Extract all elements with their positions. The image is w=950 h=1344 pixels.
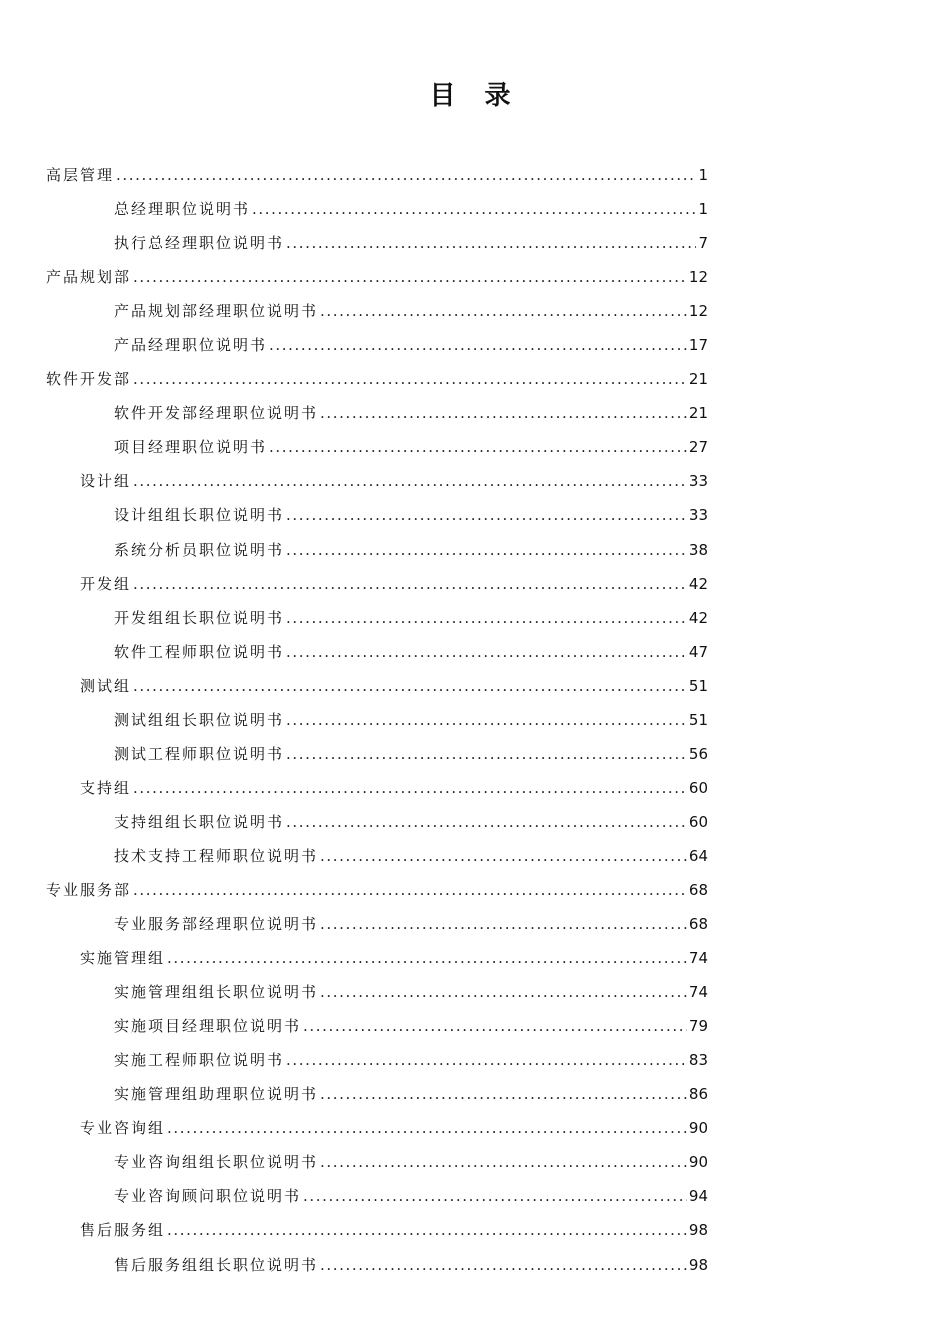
toc-entry-label: 实施管理组组长职位说明书 [114, 983, 319, 1002]
toc-entry[interactable] [46, 158, 708, 192]
toc-entry[interactable] [46, 805, 708, 839]
toc-entry[interactable] [46, 226, 708, 260]
toc-entry-page-number: 60 [688, 778, 708, 797]
toc-entry[interactable] [46, 941, 708, 975]
dot-leader [133, 873, 687, 907]
toc-entry-page-number: 33 [688, 506, 708, 525]
dot-leader [320, 294, 687, 328]
toc-entry-label: 售后服务组 [80, 1221, 166, 1240]
toc-entry[interactable] [46, 669, 708, 703]
toc-entry-label: 实施管理组助理职位说明书 [114, 1085, 319, 1104]
toc-entry-page-number: 1 [698, 166, 708, 184]
toc-entry-label: 专业咨询组 [80, 1119, 166, 1138]
toc-entry-label: 测试工程师职位说明书 [114, 744, 285, 763]
dot-leader [286, 635, 687, 669]
toc-entry[interactable] [46, 533, 708, 567]
toc-entry-page-number: 60 [688, 812, 708, 831]
toc-entry[interactable] [46, 192, 708, 226]
toc-entry-page-number: 90 [688, 1119, 708, 1138]
toc-entry-page-number: 56 [688, 744, 708, 763]
toc-entry-label: 执行总经理职位说明书 [114, 234, 285, 253]
toc-entry-label: 开发组组长职位说明书 [114, 608, 285, 627]
toc-entry-label: 系统分析员职位说明书 [114, 540, 285, 559]
toc-entry[interactable] [46, 703, 708, 737]
dot-leader [320, 839, 687, 873]
toc-entry[interactable] [46, 294, 708, 328]
toc-entry[interactable] [46, 737, 708, 771]
toc-entry-page-number: 7 [698, 234, 708, 253]
toc-entry[interactable] [46, 260, 708, 294]
dot-leader [320, 1248, 687, 1282]
toc-entry-page-number: 21 [688, 404, 708, 423]
toc-entry-page-number: 17 [688, 336, 708, 355]
toc-entry-label: 专业服务部 [46, 880, 132, 899]
toc-entry-label: 产品规划部经理职位说明书 [114, 302, 319, 321]
toc-entry[interactable] [46, 771, 708, 805]
toc-entry[interactable] [46, 1111, 708, 1145]
toc-entry-label: 实施管理组 [80, 949, 166, 968]
toc-entry-page-number: 90 [688, 1153, 708, 1172]
toc-entry-label: 实施工程师职位说明书 [114, 1051, 285, 1070]
table-of-contents [46, 158, 708, 1282]
toc-entry-label: 测试组组长职位说明书 [114, 710, 285, 729]
toc-entry-page-number: 98 [688, 1255, 708, 1274]
toc-entry-label: 实施项目经理职位说明书 [114, 1017, 302, 1036]
toc-entry-label: 专业咨询组组长职位说明书 [114, 1153, 319, 1172]
toc-entry-page-number: 98 [688, 1221, 708, 1240]
toc-entry-page-number: 12 [688, 268, 708, 287]
toc-entry-label: 专业咨询顾问职位说明书 [114, 1187, 302, 1206]
toc-entry[interactable] [46, 464, 708, 498]
dot-leader [286, 533, 687, 567]
toc-entry-label: 开发组 [80, 574, 132, 593]
toc-entry-label: 软件开发部经理职位说明书 [114, 404, 319, 423]
toc-entry-label: 产品规划部 [46, 268, 132, 287]
toc-entry-page-number: 51 [688, 710, 708, 729]
toc-entry[interactable] [46, 635, 708, 669]
toc-entry-page-number: 86 [688, 1085, 708, 1104]
toc-entry-page-number: 64 [688, 846, 708, 865]
toc-entry-label: 测试组 [80, 676, 132, 695]
toc-entry-label: 项目经理职位说明书 [114, 438, 268, 457]
toc-entry[interactable] [46, 975, 708, 1009]
toc-entry[interactable] [46, 839, 708, 873]
dot-leader [303, 1009, 687, 1043]
dot-leader [286, 703, 687, 737]
toc-entry-page-number: 21 [688, 370, 708, 389]
dot-leader [286, 498, 687, 532]
toc-entry-page-number: 42 [688, 608, 708, 627]
dot-leader [286, 805, 687, 839]
toc-entry[interactable] [46, 1248, 708, 1282]
dot-leader [167, 941, 687, 975]
toc-entry-label: 产品经理职位说明书 [114, 336, 268, 355]
dot-leader [252, 192, 696, 226]
toc-entry[interactable] [46, 362, 708, 396]
dot-leader [303, 1179, 687, 1213]
toc-entry[interactable] [46, 1145, 708, 1179]
toc-entry[interactable] [46, 498, 708, 532]
toc-entry-page-number: 79 [688, 1017, 708, 1036]
dot-leader [286, 226, 696, 260]
toc-entry-page-number: 1 [698, 200, 708, 219]
toc-entry-page-number: 38 [688, 540, 708, 559]
dot-leader [133, 771, 687, 805]
toc-entry-label: 高层管理 [46, 166, 115, 184]
toc-entry-page-number: 12 [688, 302, 708, 321]
toc-entry-page-number: 68 [688, 915, 708, 934]
toc-entry-page-number: 74 [688, 949, 708, 968]
toc-entry[interactable] [46, 1213, 708, 1247]
dot-leader [320, 907, 687, 941]
dot-leader [167, 1111, 687, 1145]
toc-entry-label: 技术支持工程师职位说明书 [114, 846, 319, 865]
toc-entry[interactable] [46, 1043, 708, 1077]
toc-entry-page-number: 33 [688, 472, 708, 491]
toc-entry-label: 设计组 [80, 472, 132, 491]
toc-entry[interactable] [46, 396, 708, 430]
dot-leader [133, 464, 687, 498]
toc-entry[interactable] [46, 430, 708, 464]
dot-leader [133, 260, 687, 294]
toc-entry-page-number: 27 [688, 438, 708, 457]
page-title: 目 录 [429, 81, 521, 111]
toc-entry-page-number: 68 [688, 880, 708, 899]
toc-entry-page-number: 51 [688, 676, 708, 695]
dot-leader [133, 669, 687, 703]
toc-entry-label: 支持组组长职位说明书 [114, 812, 285, 831]
toc-entry[interactable] [46, 873, 708, 907]
toc-entry-page-number: 42 [688, 574, 708, 593]
toc-entry[interactable] [46, 1179, 708, 1213]
toc-entry-label: 支持组 [80, 778, 132, 797]
toc-entry-label: 软件开发部 [46, 370, 132, 389]
dot-leader [269, 328, 687, 362]
dot-leader [133, 362, 687, 396]
toc-entry-label: 设计组组长职位说明书 [114, 506, 285, 525]
dot-leader [320, 1145, 687, 1179]
dot-leader [269, 430, 687, 464]
toc-entry[interactable] [46, 1077, 708, 1111]
dot-leader [133, 567, 687, 601]
toc-entry[interactable] [46, 328, 708, 362]
dot-leader [286, 737, 687, 771]
dot-leader [167, 1213, 687, 1247]
toc-entry[interactable] [46, 907, 708, 941]
toc-entry[interactable] [46, 567, 708, 601]
toc-entry-page-number: 83 [688, 1051, 708, 1070]
dot-leader [116, 158, 696, 192]
toc-entry[interactable] [46, 601, 708, 635]
toc-entry-label: 专业服务部经理职位说明书 [114, 915, 319, 934]
toc-entry-page-number: 74 [688, 983, 708, 1002]
dot-leader [286, 1043, 687, 1077]
dot-leader [320, 396, 687, 430]
dot-leader [320, 1077, 687, 1111]
dot-leader [286, 601, 687, 635]
toc-entry[interactable] [46, 1009, 708, 1043]
toc-entry-label: 总经理职位说明书 [114, 200, 251, 219]
toc-entry-page-number: 47 [688, 642, 708, 661]
toc-entry-label: 软件工程师职位说明书 [114, 642, 285, 661]
toc-entry-page-number: 94 [688, 1187, 708, 1206]
dot-leader [320, 975, 687, 1009]
toc-entry-label: 售后服务组组长职位说明书 [114, 1255, 319, 1274]
